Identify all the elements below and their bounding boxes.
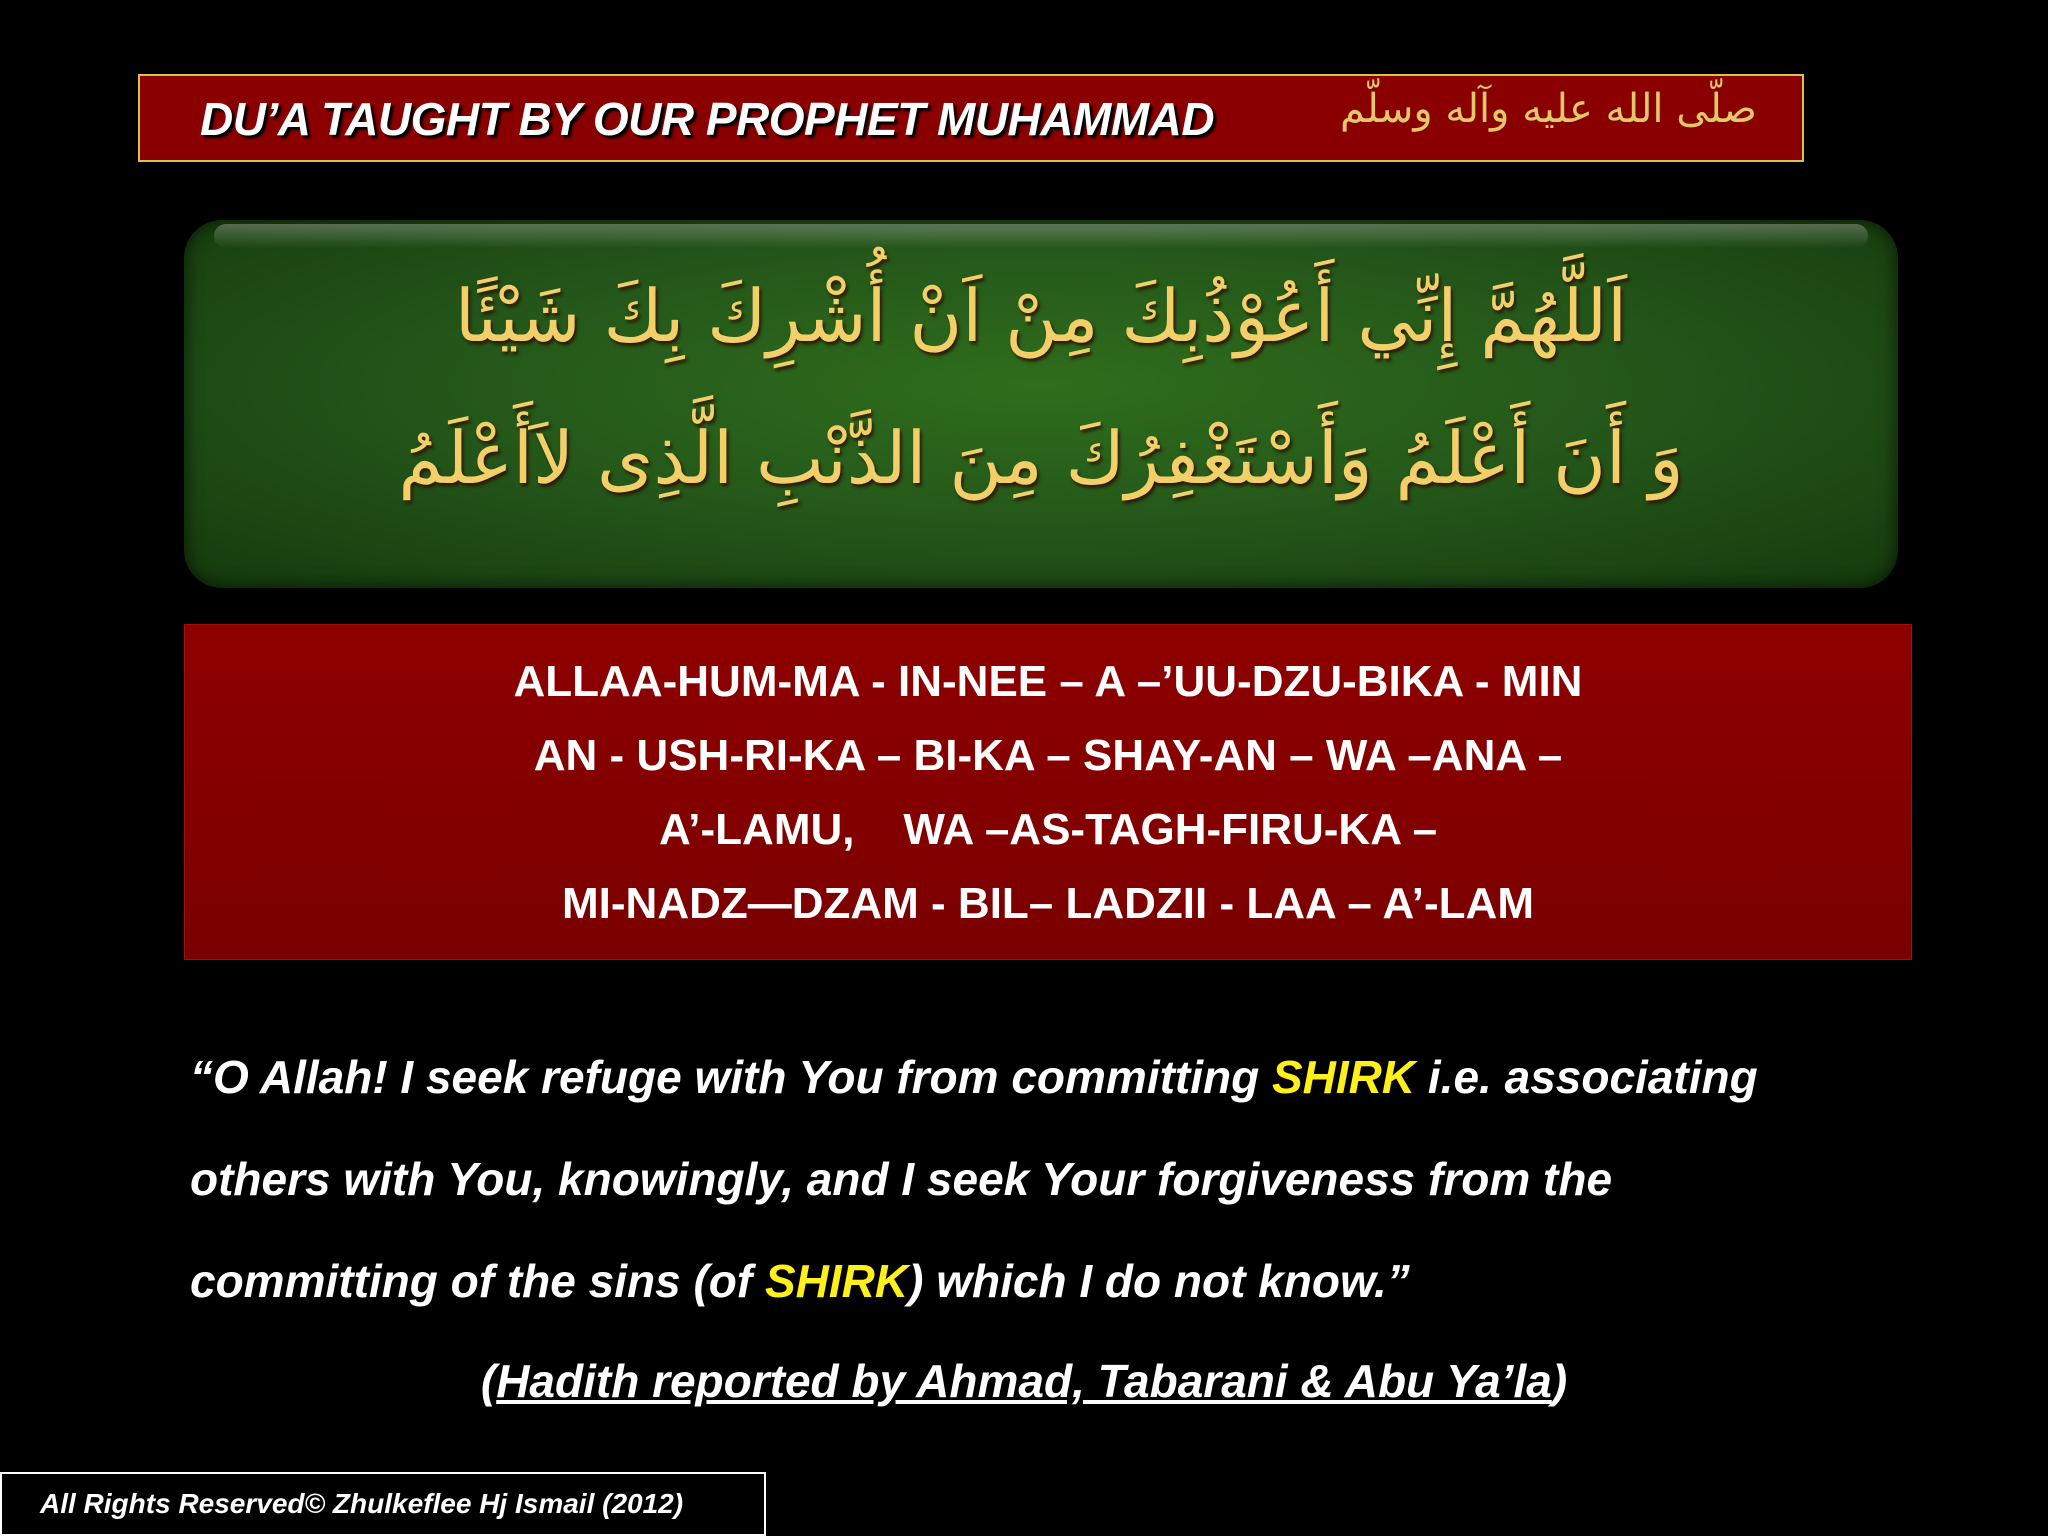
- arabic-dua-panel: [184, 220, 1898, 588]
- title-banner: [138, 74, 1804, 162]
- translation-text: i.e. associating: [1415, 1051, 1758, 1103]
- source-open-paren: (: [480, 1355, 497, 1407]
- source-close-paren: ): [1551, 1355, 1568, 1407]
- translation-text: “O Allah! I seek refuge with You from committing: [190, 1051, 1272, 1103]
- copyright-box: [0, 1472, 766, 1536]
- translation-text: committing of the sins (of: [190, 1255, 765, 1307]
- hadith-source: [0, 1354, 2048, 1408]
- salawat-calligraphy: صلّى الله عليه وآله وسلّم: [1340, 86, 1757, 132]
- transliteration-line-3: A’-LAMU, WA –AS-TAGH-FIRU-KA –: [658, 805, 1438, 854]
- translation-line-1: [190, 1050, 1758, 1104]
- translation-text: ) which I do not know.”: [908, 1255, 1410, 1307]
- transliteration-line-4: MI-NADZ—DZAM - BIL– LADZII - LAA – A’-LAM: [562, 879, 1534, 928]
- translation-line-2: others with You, knowingly, and I seek Your forgiveness from the: [190, 1153, 1613, 1205]
- arabic-line-2: وَ أَنَ أَعْلَمُ وَأَسْتَغْفِرُكَ مِنَ الذَّنْبِ الَّذِى لاَأَعْلَمُ: [398, 416, 1684, 500]
- transliteration-panel: [184, 624, 1912, 960]
- source-citation: Hadith reported by Ahmad, Tabarani & Abu Ya’la: [496, 1355, 1552, 1407]
- transliteration-line-1: ALLAA-HUM-MA - IN-NEE – A –’UU-DZU-BIKA - MIN: [513, 657, 1583, 706]
- page-title: DU’A TAUGHT BY OUR PROPHET MUHAMMAD: [200, 93, 1215, 145]
- arabic-line-1: اَللَّهُمَّ إِنِّي أَعُوْذُبِكَ مِنْ اَنْ أُشْرِكَ بِكَ شَيْئًا: [454, 274, 1628, 358]
- highlight-shirk: SHIRK: [764, 1255, 909, 1307]
- copyright-notice: All Rights Reserved© Zhulkeflee Hj Ismail (2012): [40, 1488, 684, 1519]
- translation-line-3: [190, 1254, 1410, 1308]
- highlight-shirk: SHIRK: [1272, 1051, 1416, 1103]
- transliteration-line-2: AN - USH-RI-KA – BI-KA – SHAY-AN – WA –ANA –: [533, 731, 1563, 780]
